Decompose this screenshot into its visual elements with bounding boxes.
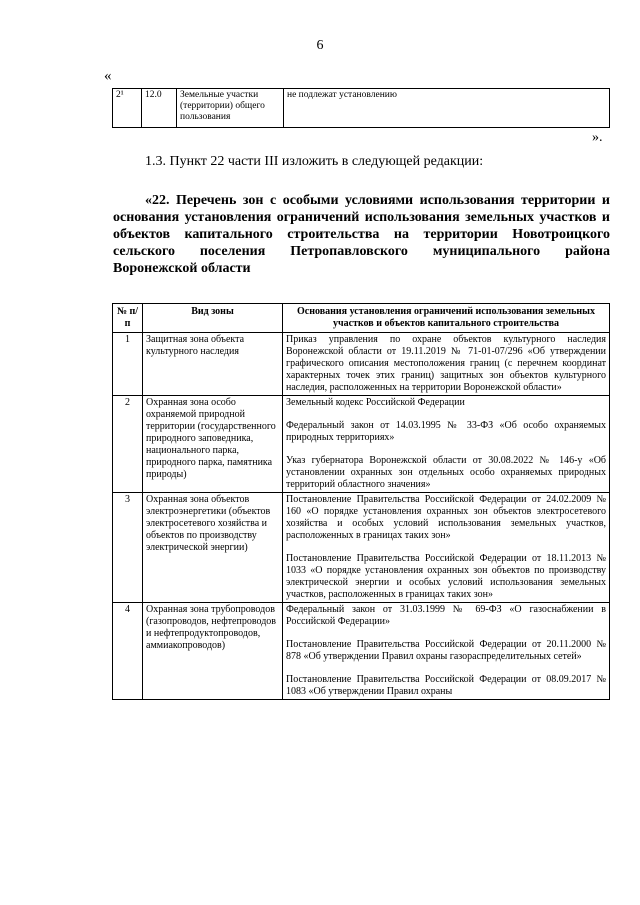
header-basis: Основания установления ограничений использования земельных участков и объектов капитального строительства <box>283 304 610 333</box>
table-cell: 12.0 <box>142 89 177 128</box>
zones-table <box>112 303 610 700</box>
basis-paragraph: Постановление Правительства Российской Федерации от 24.02.2009 № 160 «О порядке установления охранных зон объектов электросетевого хозяйства и особых условий использования земельных участков, расположенных в границах таких зон» <box>286 494 606 541</box>
page-number: 6 <box>316 38 324 53</box>
table-cell: 2¹ <box>113 89 142 128</box>
basis-paragraph: Федеральный закон от 31.03.1999 № 69-ФЗ «О газоснабжении в Российской Федерации» <box>286 604 606 627</box>
basis-paragraph: Постановление Правительства Российской Федерации от 18.11.2013 № 1033 «О порядке установления охранных зон объектов по производству электрической энергии и особых условий использования земельных участков, расположенных в границах таких зон» <box>286 553 606 600</box>
zone-type: Охранная зона объектов электроэнергетики (объектов электросетевого хозяйства и объектов по производству электрической энергии) <box>143 493 283 603</box>
row-number: 3 <box>113 493 143 603</box>
table-header-row <box>113 304 610 333</box>
basis-paragraph: Приказ управления по охране объектов культурного наследия Воронежской области от 19.11.2019 № 71-01-07/296 «Об утверждении графического описания местоположения границ (с перечнем координат характерных точек этих границ) защитных зон объектов культурного наследия, расположенных на территории Воронежской области» <box>286 334 606 393</box>
header-zone-type: Вид зоны <box>143 304 283 333</box>
row-number: 1 <box>113 333 143 396</box>
header-number: № п/п <box>113 304 143 333</box>
table-row <box>113 396 610 493</box>
table-row <box>113 89 610 128</box>
opening-quote: « <box>104 68 112 84</box>
row-number: 2 <box>113 396 143 493</box>
table-row <box>113 603 610 700</box>
section-heading <box>113 192 610 277</box>
basis-paragraph: Постановление Правительства Российской Федерации от 20.11.2000 № 878 «Об утверждении Правил охраны газораспределительных сетей» <box>286 639 606 662</box>
amendment-point: 1.3. Пункт 22 части III изложить в следующей редакции: <box>145 154 484 169</box>
heading-text: «22. Перечень зон с особыми условиями использования территории и основания установления ограничений использования земельных участков и объектов капитального строительства на территории Новотроицкого сельского поселения Петропавловского муниципального района Воронежской области <box>113 193 610 276</box>
zone-type: Охранная зона особо охраняемой природной территории (государственного природного заповедника, национального парка, природного парка, памятника природы) <box>143 396 283 493</box>
table-row <box>113 333 610 396</box>
row-number: 4 <box>113 603 143 700</box>
basis-cell <box>283 493 610 603</box>
zone-type: Охранная зона трубопроводов (газопроводов, нефтепроводов и нефтепродуктопроводов, аммиакопроводов) <box>143 603 283 700</box>
basis-paragraph: Указ губернатора Воронежской области от 30.08.2022 № 146-у «Об установлении охранных зон отдельных особо охраняемых природных территорий областного значения» <box>286 455 606 490</box>
table-cell: не подлежат установлению <box>284 89 610 128</box>
basis-cell <box>283 603 610 700</box>
heading-indent <box>113 193 145 208</box>
table-cell: Земельные участки (территории) общего пользования <box>177 89 284 128</box>
basis-cell <box>283 396 610 493</box>
closing-quote: ». <box>592 130 603 145</box>
basis-paragraph: Федеральный закон от 14.03.1995 № 33-ФЗ «Об особо охраняемых природных территориях» <box>286 420 606 443</box>
table-row <box>113 493 610 603</box>
zone-type: Защитная зона объекта культурного наследия <box>143 333 283 396</box>
basis-paragraph: Постановление Правительства Российской Федерации от 08.09.2017 № 1083 «Об утверждении Правил охраны <box>286 674 606 697</box>
previous-table-fragment <box>112 88 610 128</box>
basis-cell <box>283 333 610 396</box>
basis-paragraph: Земельный кодекс Российской Федерации <box>286 397 465 408</box>
